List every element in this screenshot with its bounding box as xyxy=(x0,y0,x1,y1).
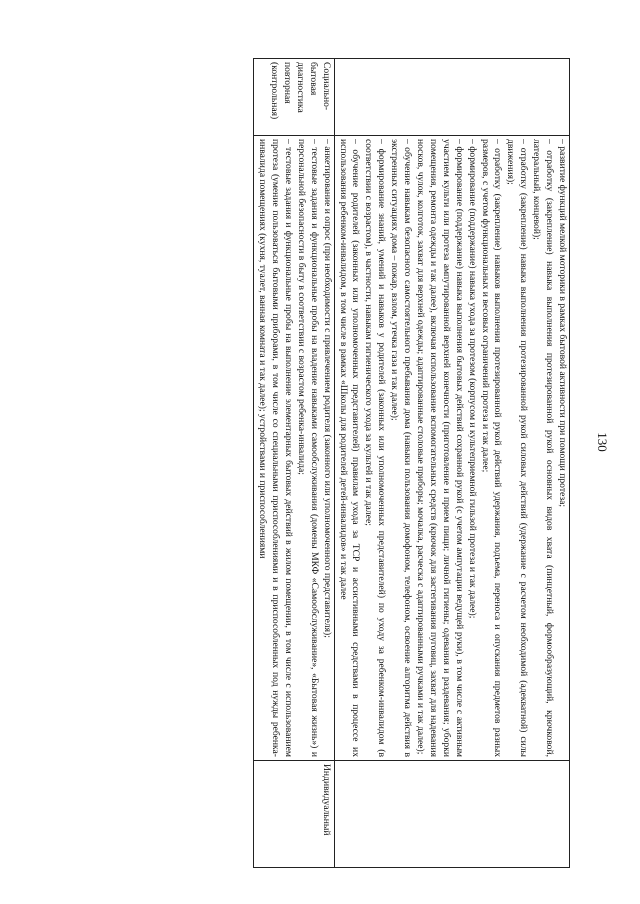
list-item: – обучение навыкам безопасного самостоятельного пребывания дома (навыки пользования домофоном, телефоном, освоение алгоритма действия в экстренных ситуациях дома – пожар, взлом, утечка газа и так далее); xyxy=(389,139,414,757)
list-item: – тестовые задания и функциональные пробы на владение навыками самообслуживания (домены МКФ «Самообслуживание», «Бытовая жизнь») и персональной безопасности в быту в соответствии с возрастом ребенка-инвалида; xyxy=(295,139,320,757)
document-table xyxy=(253,58,570,868)
list-item: – формирование знаний, умений и навыков у родителей (законных или уполномоченных представителей) по уходу за ребенком-инвалидом (в соответствии с возрастом), в частности, навыкам гигиенического ухода за культей и так далее; xyxy=(363,139,388,757)
list-item: – отработку (закрепление) навыка выполнения протезированной рукой силовых действий (удержание с расчетом необходимой (адекватной) силы движения); xyxy=(505,139,530,757)
form-cell xyxy=(334,761,569,868)
stage-name-cell: Социально-бытовая диагностика повторная (контрольная) xyxy=(254,59,334,136)
list-item: – обучение родителей (законных или уполномоченных представителей) правилам ухода за ТСР и ассистивными средствами в процессе их использования ребенком-инвалидом, в том числе в рамках «Школы для родителей детей-инвалидов» и так далее xyxy=(337,139,362,757)
page-number: 130 xyxy=(595,432,610,452)
list-item: – формирование (поддержание) навыка ухода за протезом (корпусом и культеприемной гильзой протеза и так далее); xyxy=(466,139,478,619)
list-item: – отработку (закрепление) навыков выполнения протезированной рукой действий удержания, подъема, переноса и опускания предметов разных размеров, с учетом функциональных и весовых ограничений протеза и так далее; xyxy=(479,139,504,757)
list-item: – анкетирование и опрос (при необходимости с привлечением родителя (законного или уполномоченного представителя); xyxy=(321,139,333,638)
list-item: – тестовые задания и функциональные пробы на выполнение элементарных бытовых действий в жилом помещении, в том числе с использованием протеза (умение пользоваться бытовыми приборами, в том числе со специальными приспособлениями и в приспособленных под нужды ребенка-инвалида помещениях (кухня, туалет, ванная комната и так далее); устройствами и приспособлениями xyxy=(257,139,294,757)
form-cell: Индивидуальный xyxy=(254,761,334,868)
content-cell xyxy=(334,136,569,761)
rotated-page xyxy=(70,58,570,846)
table-row-bottom xyxy=(254,59,334,868)
table-row-top xyxy=(334,59,569,868)
content-cell xyxy=(254,136,334,761)
list-item: – развитие функций мелкой моторики в рамках бытовой активности при помощи протеза; xyxy=(557,139,568,508)
list-item: – отработку (закрепление) навыка выполнения протезированной рукой основных видов хвата (пинцетный, формообразующий, крючковой, латеральный, концевой); xyxy=(531,139,556,757)
list-item: – формирование (поддержание) навыка выполнения бытовых действий сохранной рукой (с учетом ампутации ведущей руки), в том числе с активным участием культи или протеза ампутированной верхней конечности (приготовление и прием пищи; личной гигиены; одевания и раздевания; уборки помещения, ремонта одежды и так далее), включая использование вспомогательных средств (крючок для застегивания пуговиц, захват для надевания носков, чулок, колготок, захват для верхней одежды; адаптированные столовые приборы; мочалка, расческа с адаптированными ручками и так далее); xyxy=(415,139,465,757)
first-column-cell xyxy=(334,59,569,136)
